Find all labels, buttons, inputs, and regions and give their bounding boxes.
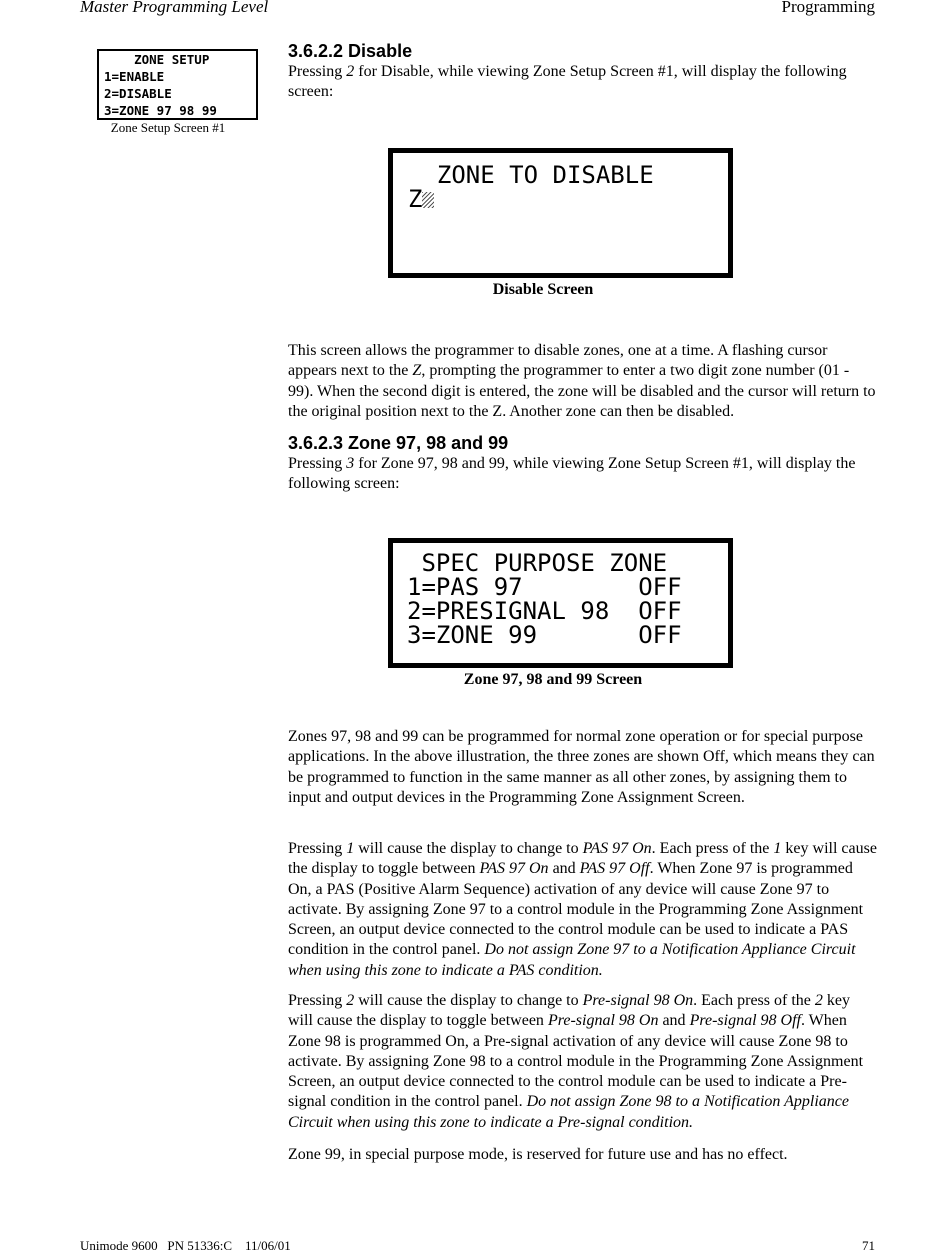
lcd-line: 3=ZONE 99 OFF — [407, 621, 682, 649]
section-intro: Pressing 2 for Disable, while viewing Zone Setup Screen #1, will display the following screen: — [288, 63, 847, 101]
lcd-line: Z — [408, 187, 728, 211]
lcd-line: ZONE SETUP — [104, 52, 210, 67]
section-heading: 3.6.2.2 Disable — [288, 41, 413, 61]
section-zone-97-98-99 — [288, 432, 878, 495]
zone-description: Zones 97, 98 and 99 can be programmed for normal zone operation or for special purpose applications. In the above illustration, the three zones are shown Off, which means they can be programmed to function in the same manner as all other zones, by assigning them to input and output devices in the Programming Zone Assignment Screen. — [288, 728, 875, 806]
lcd-line: 1=PAS 97 OFF — [407, 573, 682, 601]
running-header-left: Master Programming Level — [80, 0, 269, 16]
lcd-line: 3=ZONE 97 98 99 — [104, 103, 217, 118]
lcd-line: 2=DISABLE — [104, 86, 172, 101]
section-heading: 3.6.2.3 Zone 97, 98 and 99 — [288, 433, 509, 453]
section-intro: Pressing 3 for Zone 97, 98 and 99, while viewing Zone Setup Screen #1, will display the following screen: — [288, 455, 856, 493]
running-header-right: Programming — [781, 0, 875, 16]
footer-document-id: Unimode 9600 PN 51336:C 11/06/01 — [80, 1238, 291, 1253]
zone-99-description: Zone 99, in special purpose mode, is reserved for future use and has no effect. — [288, 1146, 788, 1163]
disable-screen-caption: Disable Screen — [492, 281, 594, 298]
pas-description: Pressing 1 will cause the display to change to PAS 97 On. Each press of the 1 key will cause the display to toggle between PAS 97 On and PAS 97 Off. When Zone 97 is programmed On, a PAS (Positive Alarm Sequence) activation of any device will cause Zone 97 to activate. By assigning Zone 97 to a control module in the Programming Zone Assignment Screen, an output device connected to the control module can be used to indicate a PAS condition in the control panel. Do not assign Zone 97 to a Notification Appliance Circuit when using this zone to indicate a PAS condition. — [288, 840, 877, 979]
lcd-line: SPEC PURPOSE ZONE — [407, 549, 668, 577]
spec-purpose-lcd-screen — [388, 538, 733, 668]
presignal-description: Pressing 2 will cause the display to change to Pre-signal 98 On. Each press of the 2 key will cause the display to toggle between Pre-signal 98 On and Pre-signal 98 Off. When Zone 98 is programmed On, a Pre-signal activation of any device will cause Zone 98 to activate. By assigning Zone 98 to a control module in the Programming Zone Assignment Screen, an output device connected to the control module can be used to indicate a Pre-signal condition in the control panel. Do not assign Zone 98 to a Notification Appliance Circuit when using this zone to indicate a Pre-signal condition. — [288, 992, 864, 1131]
lcd-line: 1=ENABLE — [104, 69, 165, 84]
zone-setup-screen-mini — [97, 49, 258, 120]
disable-description: This screen allows the programmer to disable zones, one at a time. A flashing cursor appears next to the Z, prompting the programmer to enter a two digit zone number (01 - 99). When the second digit is entered, the zone will be disabled and the cursor will return to the original position next to the Z. Another zone can then be disabled. — [288, 342, 876, 420]
page-number: 71 — [862, 1238, 875, 1253]
mini-screen-caption: Zone Setup Screen #1 — [110, 120, 226, 135]
lcd-line: 2=PRESIGNAL 98 OFF — [407, 597, 682, 625]
flashing-cursor-icon — [422, 192, 434, 208]
disable-lcd-screen — [388, 148, 733, 278]
section-disable — [288, 40, 878, 103]
lcd-line: ZONE TO DISABLE — [408, 161, 654, 189]
spec-screen-caption: Zone 97, 98 and 99 Screen — [463, 671, 643, 688]
